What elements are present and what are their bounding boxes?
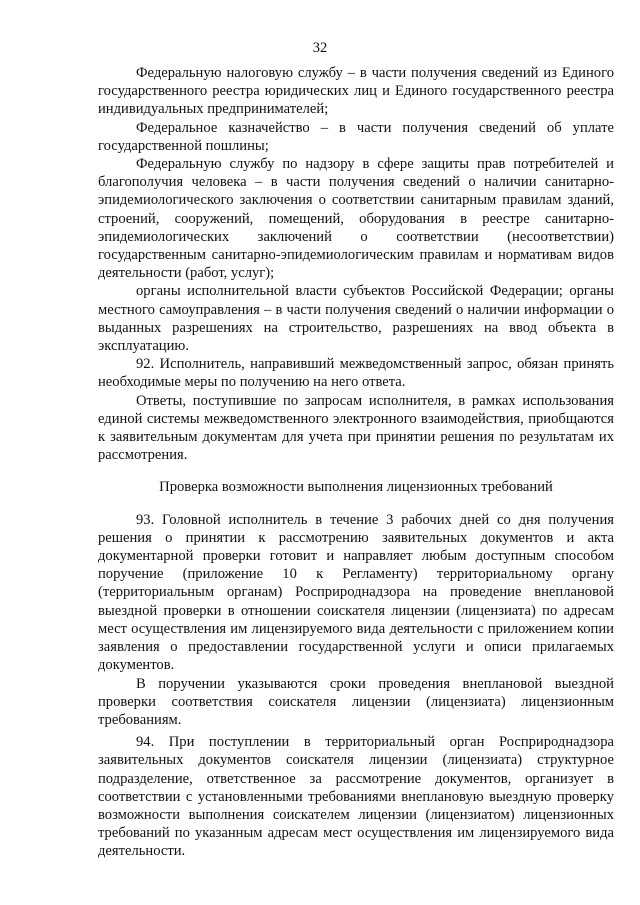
document-body bbox=[98, 64, 614, 861]
paragraph-93: 93. Головной исполнитель в течение 3 рабочих дней со дня получения решения о принятии к рассмотрению заявительных документов и акта документарной проверки готовит и направляет любым доступным способом поручение (приложение 10 к Регламенту) территориальному органу (территориальным органам) Росприроднадзора на проведение внеплановой выездной проверки в отношении соискателя лицензии (лицензиата) по адресам мест осуществления им лицензируемого вида деятельности с приложением копии заявления о предоставлении государственной услуги и описи прилагаемых документов. bbox=[98, 511, 614, 674]
section-heading: Проверка возможности выполнения лицензионных требований bbox=[159, 479, 553, 496]
paragraph-responses: Ответы, поступившие по запросам исполнителя, в рамках использования единой системы межведомственного электронного взаимодействия, приобщаются к заявительным документам для учета при принятии решения по результатам их рассмотрения. bbox=[98, 392, 614, 464]
paragraph-regional-authorities: органы исполнительной власти субъектов Российской Федерации; органы местного самоуправления – в части получения сведений о наличии информации о выданных разрешениях на строительство, разрешениях на ввод объекта в эксплуатацию. bbox=[98, 283, 614, 355]
page-number: 32 bbox=[312, 40, 328, 56]
paragraph-instruction-terms: В поручении указываются сроки проведения внеплановой выездной проверки соответствия соискателя лицензии (лицензиата) лицензионным требованиям. bbox=[98, 675, 614, 728]
paragraph-tax-service: Федеральную налоговую службу – в части получения сведений из Единого государственного реестра юридических лиц и Единого государственного реестра индивидуальных предпринимателей; bbox=[98, 65, 614, 118]
paragraph-treasury: Федеральное казначейство – в части получения сведений об уплате государственной пошлины; bbox=[98, 119, 614, 154]
paragraph-94: 94. При поступлении в территориальный орган Росприроднадзора заявительных документов соискателя лицензии (лицензиата) структурное подразделение, ответственное за рассмотрение документов, организует в соответствии с установленными требованиями внеплановую выездную проверку возможности выполнения соискателем лицензии (лицензиатом) лицензионных требований по указанным адресам мест осуществления им лицензируемого вида деятельности. bbox=[98, 734, 614, 860]
paragraph-consumer-protection: Федеральную службу по надзору в сфере защиты прав потребителей и благополучия человека – в части получения сведений о наличии санитарно-эпидемиологического заключения о соответствии санитарным правилам зданий, строений, сооружений, помещений, оборудования в реестре санитарно-эпидемиологических заключений о соответствии (несоответствии) государственным санитарно-эпидемиологическим правилам и нормативам видов деятельности (работ, услуг); bbox=[98, 156, 614, 282]
paragraph-92: 92. Исполнитель, направивший межведомственный запрос, обязан принять необходимые меры по получению на него ответа. bbox=[98, 356, 614, 391]
